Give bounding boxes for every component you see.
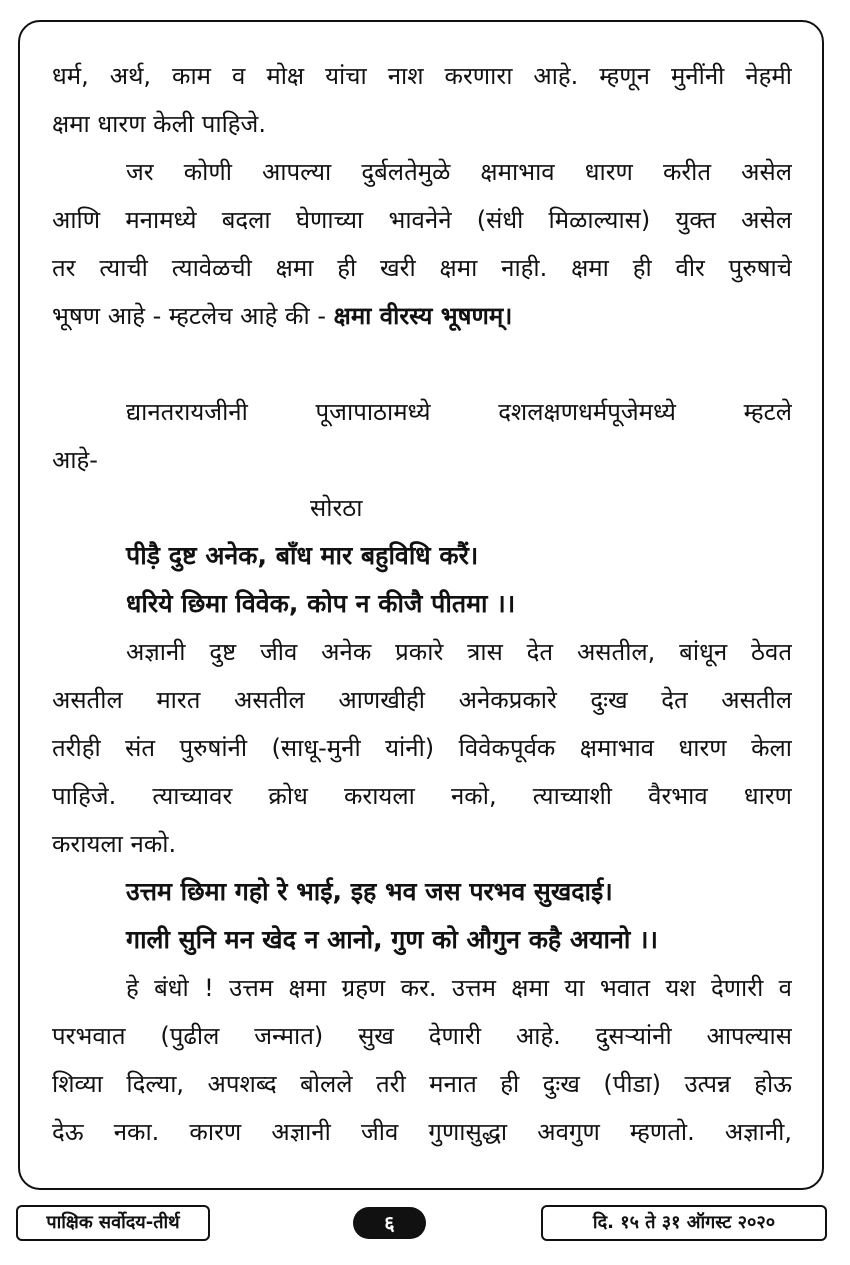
text-line: क्षमा धारण केली पाहिजे.	[52, 110, 266, 138]
verse-line: उत्तम छिमा गहो रे भाई, इह भव जस परभव सुखदाई।	[126, 877, 613, 906]
text-line: तर त्याची त्यावेळची क्षमा ही खरी क्षमा नाही. क्षमा ही वीर पुरुषाचे	[52, 254, 792, 282]
text-line	[52, 292, 792, 340]
paragraph-3	[52, 388, 792, 484]
text-line: धर्म, अर्थ, काम व मोक्ष यांचा नाश करणारा आहे. म्हणून मुनींनी नेहमी	[52, 62, 792, 90]
verse-1	[52, 532, 792, 628]
text-line: हे बंधो ! उत्तम क्षमा ग्रहण कर. उत्तम क्षमा या भवात यश देणारी व	[126, 974, 792, 1002]
bold-quote: क्षमा वीरस्य भूषणम्।	[333, 302, 513, 330]
text-line: द्यानतरायजीनी पूजापाठामध्ये दशलक्षणधर्मपूजेमध्ये म्हटले	[126, 398, 792, 426]
text-line: आहे-	[52, 446, 98, 474]
paragraph-1	[52, 52, 792, 148]
text-line: तरीही संत पुरुषांनी (साधू-मुनी यांनी) विवेकपूर्वक क्षमाभाव धारण केला	[52, 734, 792, 762]
text-segment: भूषण आहे - म्हटलेच आहे की -	[52, 302, 334, 330]
paragraph-2	[52, 148, 792, 340]
text-line: शिव्या दिल्या, अपशब्द बोलले तरी मनात ही दुःख (पीडा) उत्पन्न होऊ	[52, 1070, 792, 1098]
text-line: अज्ञानी दुष्ट जीव अनेक प्रकारे त्रास देत असतील, बांधून ठेवत	[126, 638, 792, 666]
verse-line: धरिये छिमा विवेक, कोप न कीजै पीतमा ।।	[126, 589, 516, 618]
page-content	[52, 52, 792, 1156]
text-line: करायला नको.	[52, 830, 177, 858]
publication-name: पाक्षिक सर्वोदय-तीर्थ	[16, 1205, 210, 1241]
text-line: परभवात (पुढील जन्मात) सुख देणारी आहे. दुसऱ्यांनी आपल्यास	[52, 1022, 792, 1050]
text-line: जर कोणी आपल्या दुर्बलतेमुळे क्षमाभाव धारण करीत असेल	[126, 158, 792, 186]
issue-date: दि. १५ ते ३१ ऑगस्ट २०२०	[541, 1205, 827, 1241]
paragraph-4	[52, 628, 792, 868]
text-line: देऊ नका. कारण अज्ञानी जीव गुणासुद्धा अवगुण म्हणतो. अज्ञानी,	[52, 1118, 792, 1146]
verse-heading: सोरठा	[310, 494, 363, 522]
verse-2	[52, 868, 792, 964]
page-number: ६	[353, 1207, 426, 1239]
text-line: पाहिजे. त्याच्यावर क्रोध करायला नको, त्याच्याशी वैरभाव धारण	[52, 782, 792, 810]
text-line: असतील मारत असतील आणखीही अनेकप्रकारे दुःख देत असतील	[52, 686, 792, 714]
paragraph-5	[52, 964, 792, 1156]
page-footer	[0, 1205, 850, 1245]
verse-line: गाली सुनि मन खेद न आनो, गुण को औगुन कहै अयानो ।।	[126, 925, 658, 954]
paragraph-gap	[52, 340, 792, 388]
verse-line: पीड़ै दुष्ट अनेक, बाँध मार बहुविधि करैं।	[126, 541, 479, 570]
text-line: आणि मनामध्ये बदला घेणाच्या भावनेने (संधी मिळाल्यास) युक्त असेल	[52, 206, 792, 234]
